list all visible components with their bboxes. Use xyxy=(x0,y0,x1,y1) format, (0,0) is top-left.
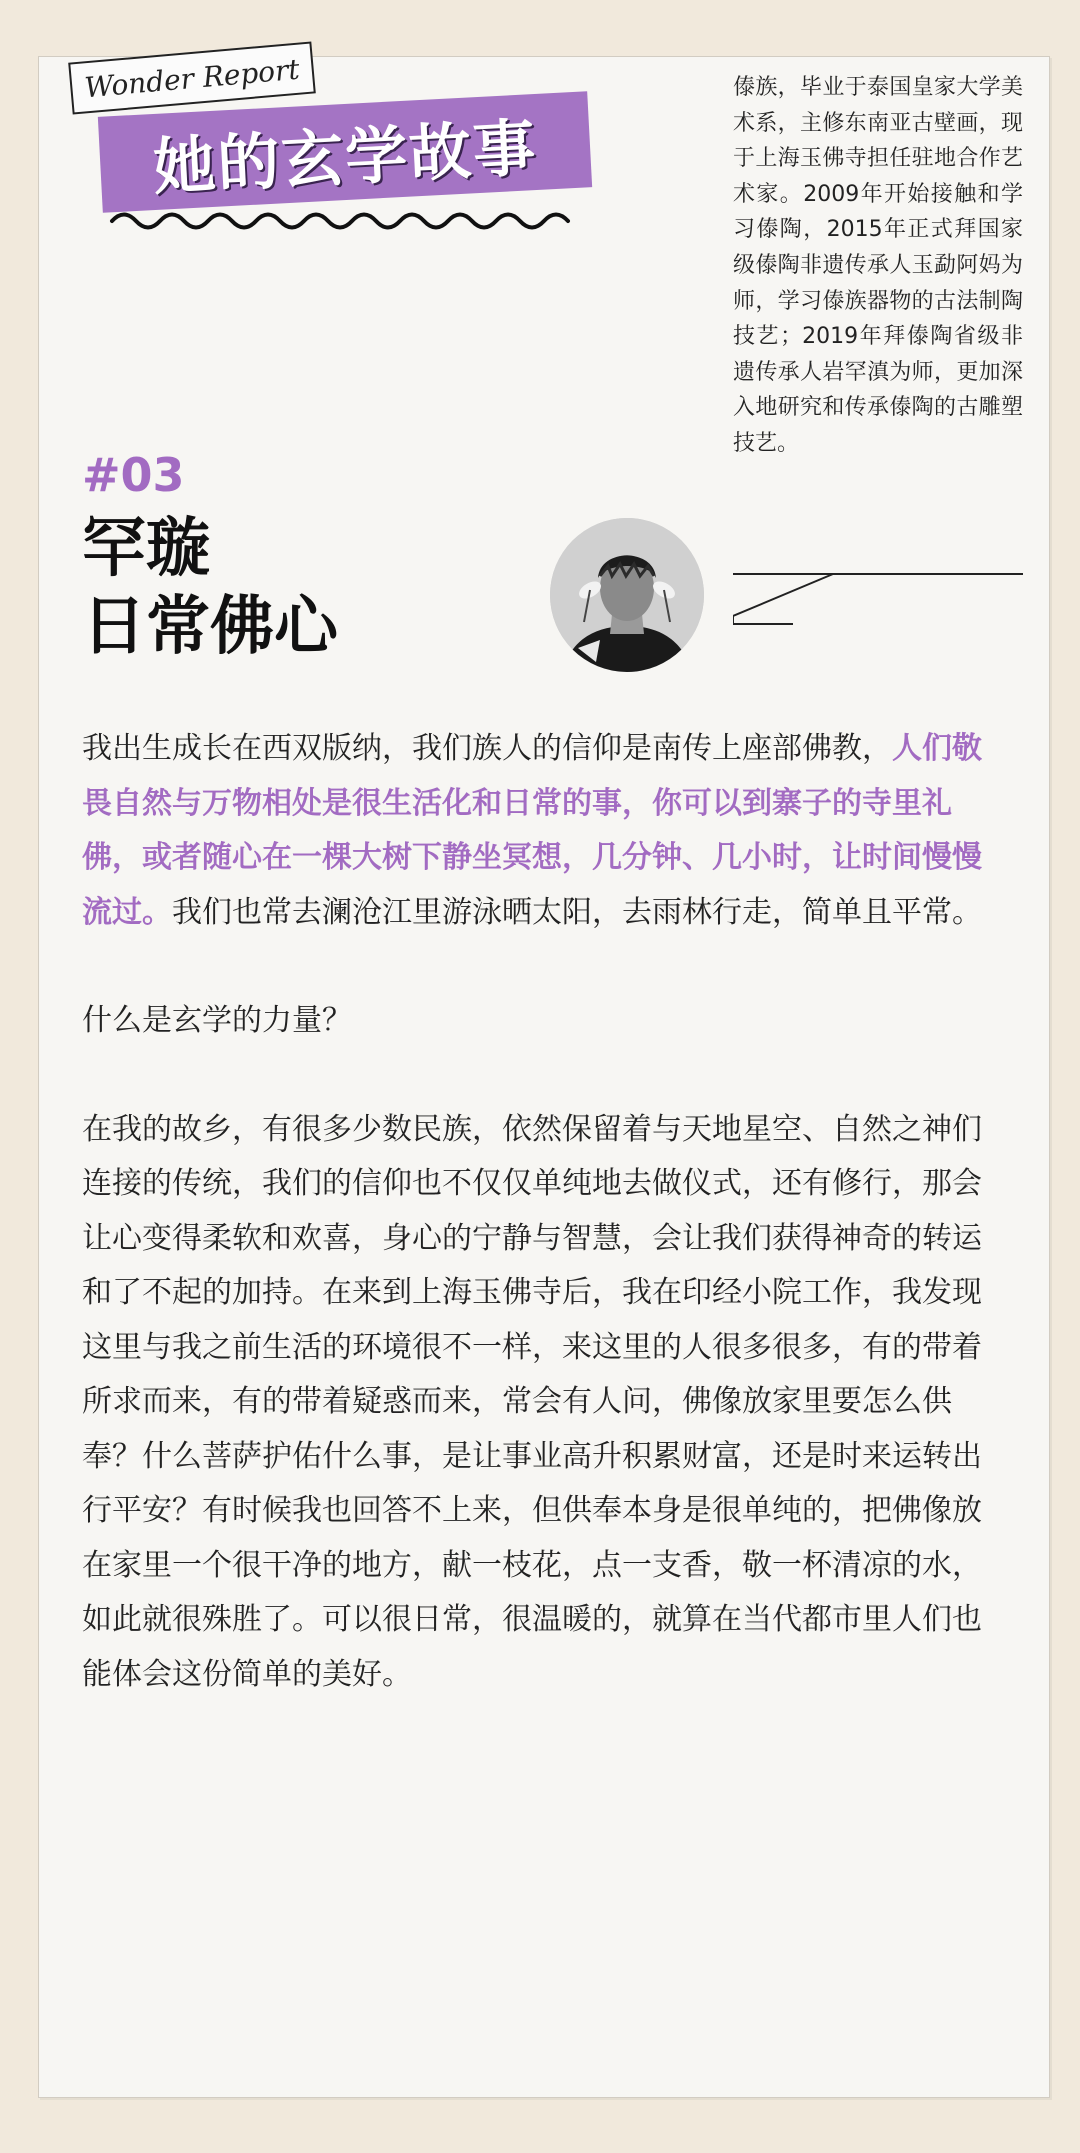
profile-subtitle: 日常佛心 xyxy=(82,590,338,664)
profile-heading xyxy=(82,510,338,666)
artist-portrait xyxy=(550,518,704,672)
paragraph-1-highlight: 人们敬畏自然与万物相处是很生活化和日常的事，你可以到寨子的寺里礼佛，或者随心在一棵大树下静坐冥想，几分钟、几小时，让时间慢慢流过。 xyxy=(82,731,982,930)
wonder-report-tag: Wonder Report xyxy=(68,41,316,114)
article-body xyxy=(82,722,1007,1702)
artist-name: 罕璇 xyxy=(82,512,210,586)
paragraph-1-intro: 我出生成长在西双版纳，我们族人的信仰是南传上座部佛教， xyxy=(82,731,892,766)
issue-number: #03 xyxy=(82,448,185,502)
paragraph-1 xyxy=(82,722,1007,940)
question-heading: 什么是玄学的力量？ xyxy=(82,1003,352,1038)
bio-divider-lines xyxy=(733,568,1023,628)
artist-bio: 傣族，毕业于泰国皇家大学美术系，主修东南亚古壁画，现于上海玉佛寺担任驻地合作艺术家。2009年开始接触和学习傣陶，2015年正式拜国家级傣陶非遗传承人玉勐阿妈为师，学习傣族器物的古法制陶技艺；2019年拜傣陶省级非遗传承人岩罕滇为师，更加深入地研究和传承傣陶的古雕塑技艺。 xyxy=(733,75,1023,456)
paragraph-2: 在我的故乡，有很多少数民族，依然保留着与天地星空、自然之神们连接的传统，我们的信仰也不仅仅单纯地去做仪式，还有修行，那会让心变得柔软和欢喜，身心的宁静与智慧，会让我们获得神奇的转运和了不起的加持。在来到上海玉佛寺后，我在印经小院工作，我发现这里与我之前生活的环境很不一样，来这里的人很多很多，有的带着所求而来，有的带着疑惑而来，常会有人问，佛像放家里要怎么供奉？什么菩萨护佑什么事，是让事业高升积累财富，还是时来运转出行平安？有时候我也回答不上来，但供奉本身是很单纯的，把佛像放在家里一个很干净的地方，献一枝花，点一支香，敬一杯清凉的水，如此就很殊胜了。可以很日常，很温暖的，就算在当代都市里人们也能体会这份简单的美好。 xyxy=(82,1111,982,1692)
series-title: 她的玄学故事 xyxy=(98,91,592,213)
squiggle-decoration xyxy=(108,206,578,236)
paragraph-1-end: 我们也常去澜沧江里游泳晒太阳，去雨林行走，简单且平常。 xyxy=(172,894,982,930)
